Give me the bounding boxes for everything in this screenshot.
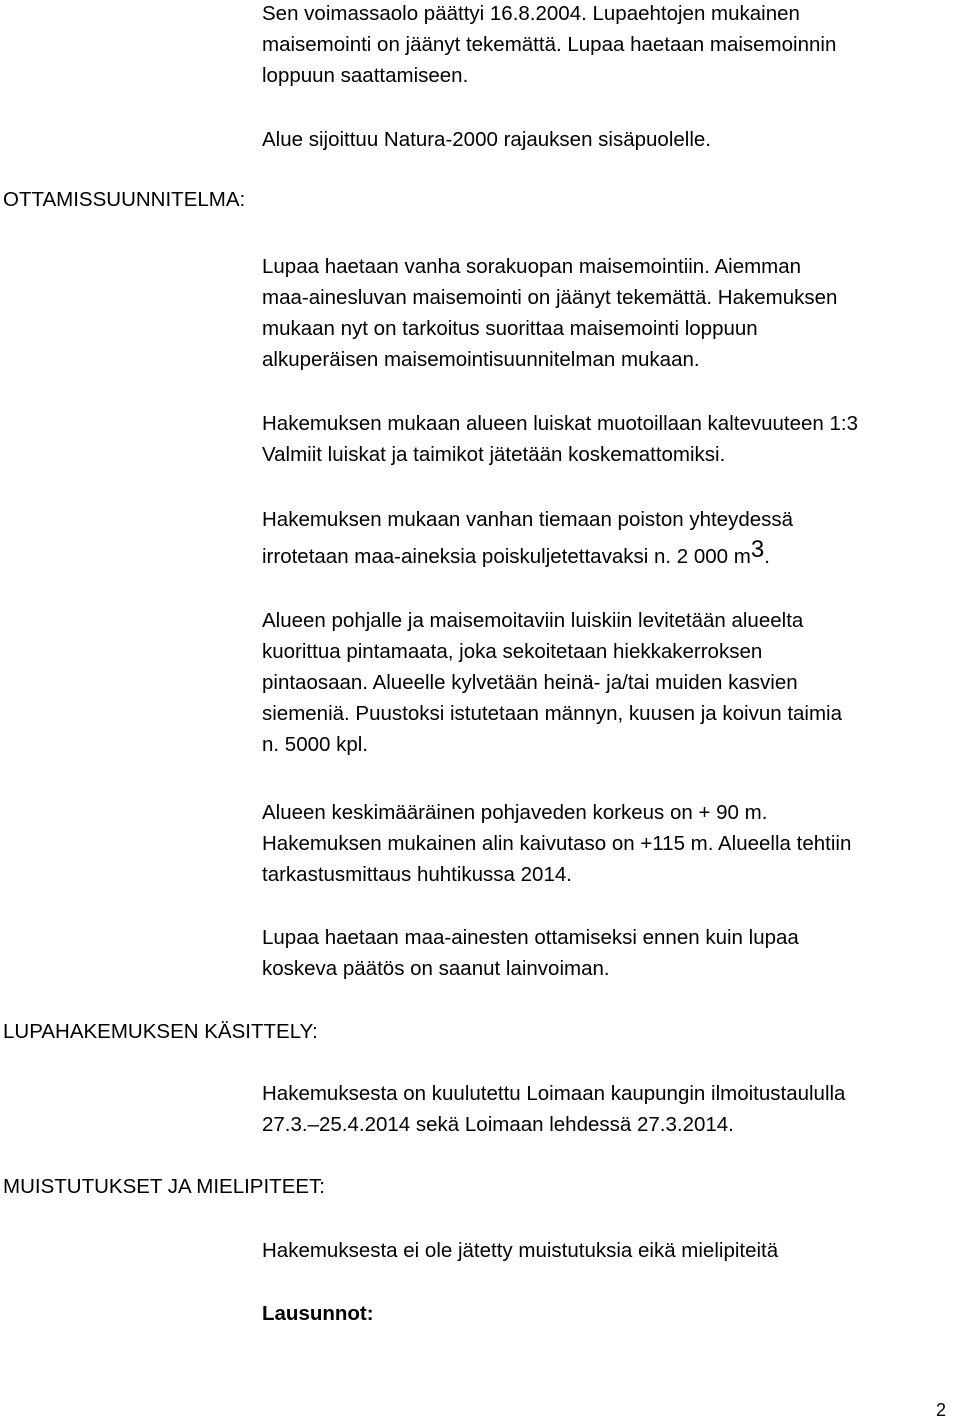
paragraph-line: tarkastusmittaus huhtikussa 2014.	[262, 863, 572, 886]
intro-line: maisemointi on jäänyt tekemättä. Lupaa haetaan maisemoinnin	[262, 33, 837, 56]
muistutukset-heading: MUISTUTUKSET JA MIELIPITEET:	[3, 1175, 325, 1198]
page-number: 2	[935, 1400, 946, 1420]
paragraph-line: Alueen pohjalle ja maisemoitaviin luiskiin levitetään alueelta	[262, 609, 804, 632]
paragraph-line: siemeniä. Puustoksi istutetaan männyn, kuusen ja koivun taimia	[262, 702, 843, 725]
paragraph-line: Hakemuksen mukaan alueen luiskat muotoillaan kaltevuuteen 1:3	[262, 412, 859, 435]
paragraph-line: mukaan nyt on tarkoitus suorittaa maisemointi loppuun	[262, 317, 758, 340]
ottamis-paragraph-5	[262, 797, 956, 890]
kasittely-heading-text: LUPAHAKEMUKSEN KÄSITTELY	[3, 1020, 313, 1043]
paragraph-line: Hakemuksesta ei ole jätetty muistutuksia eikä mielipiteitä	[262, 1239, 779, 1262]
kasittely-paragraph	[262, 1078, 956, 1140]
paragraph-line: Hakemuksesta on kuulutettu Loimaan kaupungin ilmoitustaululla	[262, 1082, 846, 1105]
ottamis-paragraph-1	[262, 251, 956, 375]
natura-paragraph	[262, 124, 956, 155]
paragraph-line-with-superscript	[262, 535, 956, 571]
paragraph-line: 27.3.–25.4.2014 sekä Loimaan lehdessä 27.3.2014.	[262, 1113, 734, 1136]
paragraph-line: maa-ainesluvan maisemointi on jäänyt tekemättä. Hakemuksen	[262, 286, 838, 309]
ottamis-paragraph-4	[262, 605, 956, 760]
paragraph-line: Lupaa haetaan vanha sorakuopan maisemointiin. Aiemman	[262, 255, 802, 278]
paragraph-line: Valmiit luiskat ja taimikot jätetään koskemattomiksi.	[262, 443, 726, 466]
intro-paragraph	[262, 0, 956, 91]
lausunnot-heading	[262, 1298, 956, 1329]
natura-line: Alue sijoittuu Natura-2000 rajauksen sisäpuolelle.	[262, 128, 711, 151]
paragraph-line: Hakemuksen mukaan vanhan tiemaan poiston yhteydessä	[262, 508, 794, 531]
intro-line: Sen voimassaolo päättyi 16.8.2004. Lupaehtojen mukainen	[262, 2, 800, 25]
paragraph-line: pintaosaan. Alueelle kylvetään heinä- ja/tai muiden kasvien	[262, 671, 798, 694]
paragraph-line: Lupaa haetaan maa-ainesten ottamiseksi ennen kuin lupaa	[262, 926, 799, 949]
ottamis-paragraph-2	[262, 408, 956, 470]
paragraph-line: koskeva päätös on saanut lainvoiman.	[262, 957, 610, 980]
paragraph-line: Alueen keskimääräinen pohjaveden korkeus on + 90 m.	[262, 801, 768, 824]
volume-text: irrotetaan maa-aineksia poiskuljetettavaksi n. 2 000 m	[262, 545, 751, 568]
paragraph-line: Hakemuksen mukainen alin kaivutaso on +115 m. Alueella tehtiin	[262, 832, 852, 855]
cubic-superscript: 3	[750, 536, 765, 563]
kasittely-heading	[3, 1019, 318, 1045]
ottamis-paragraph-6	[262, 922, 956, 984]
sentence-end: .	[764, 545, 770, 568]
ottamis-paragraph-3	[262, 504, 956, 571]
muistutukset-paragraph	[262, 1235, 956, 1266]
paragraph-line: kuorittua pintamaata, joka sekoitetaan hiekkakerroksen	[262, 640, 763, 663]
ottamissuunnitelma-heading: OTTAMISSUUNNITELMA:	[3, 188, 246, 211]
kasittely-heading-colon: :	[312, 1020, 318, 1043]
lausunnot-label: Lausunnot:	[262, 1302, 374, 1325]
paragraph-line: alkuperäisen maisemointisuunnitelman mukaan.	[262, 348, 700, 371]
paragraph-line: n. 5000 kpl.	[262, 733, 368, 756]
intro-line: loppuun saattamiseen.	[262, 64, 469, 87]
